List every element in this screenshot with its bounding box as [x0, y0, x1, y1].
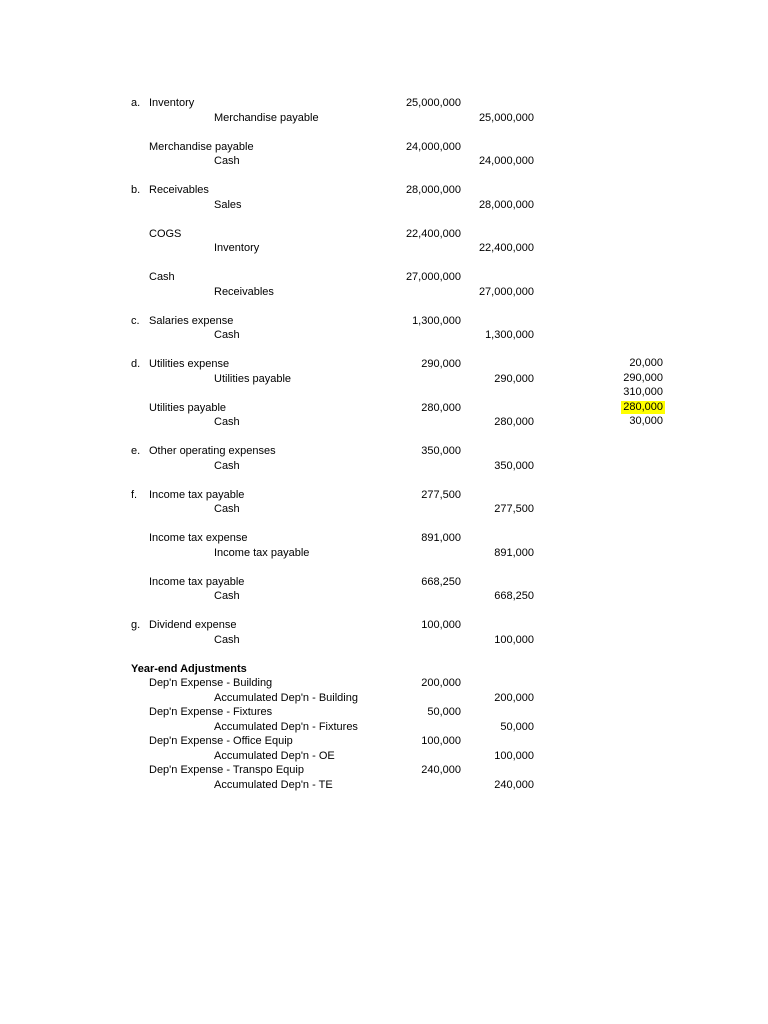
- account-name: Accumulated Dep'n - TE: [214, 778, 333, 791]
- account-name: Dep'n Expense - Office Equip: [149, 735, 293, 747]
- credit-amount: 891,000: [494, 546, 534, 559]
- side-calc-value: 290,000: [623, 371, 663, 384]
- debit-amount: 100,000: [421, 619, 461, 631]
- entry-letter: a.: [131, 97, 141, 109]
- entry-letter: g.: [131, 619, 141, 631]
- credit-amount: 50,000: [500, 720, 534, 733]
- credit-amount: 277,500: [494, 503, 534, 515]
- entry-letter: c.: [131, 314, 140, 327]
- credit-amount: 350,000: [494, 459, 534, 472]
- account-name: Income tax payable: [149, 488, 245, 501]
- credit-amount: 1,300,000: [485, 329, 534, 341]
- account-name: Accumulated Dep'n - Building: [214, 691, 358, 704]
- account-name: Inventory: [149, 97, 195, 109]
- credit-amount: 200,000: [494, 691, 534, 704]
- side-calc-value: 310,000: [623, 386, 663, 398]
- entry-letter: f.: [131, 488, 138, 501]
- account-name: COGS: [149, 227, 182, 240]
- account-name: Merchandise payable: [214, 111, 319, 124]
- debit-amount: 25,000,000: [405, 97, 461, 109]
- account-name: Accumulated Dep'n - Fixtures: [214, 720, 358, 733]
- account-name: Utilities payable: [149, 401, 227, 414]
- credit-amount: 25,000,000: [478, 111, 534, 124]
- debit-amount: 50,000: [427, 706, 461, 718]
- credit-amount: 28,000,000: [478, 198, 534, 211]
- account-name: Receivables: [214, 285, 274, 298]
- account-name: Cash: [149, 271, 175, 283]
- debit-amount: 668,250: [421, 575, 461, 588]
- account-name: Other operating expenses: [149, 445, 276, 457]
- account-name: Dep'n Expense - Building: [149, 677, 273, 689]
- account-name: Cash: [214, 329, 240, 341]
- credit-amount: 290,000: [494, 372, 534, 385]
- account-name: Cash: [214, 633, 240, 646]
- account-name: Sales: [214, 198, 242, 211]
- account-name: Receivables: [149, 184, 209, 196]
- credit-amount: 22,400,000: [478, 242, 534, 254]
- debit-amount: 200,000: [421, 677, 461, 689]
- account-name: Salaries expense: [149, 314, 234, 327]
- debit-amount: 280,000: [421, 401, 461, 414]
- credit-amount: 280,000: [494, 416, 534, 428]
- account-name: Cash: [214, 459, 240, 472]
- debit-amount: 350,000: [421, 445, 461, 457]
- entry-letter: e.: [131, 445, 141, 457]
- debit-amount: 28,000,000: [405, 184, 461, 196]
- debit-amount: 277,500: [421, 488, 461, 501]
- credit-amount: 240,000: [494, 778, 534, 791]
- credit-amount: 100,000: [494, 749, 534, 762]
- account-name: Dep'n Expense - Transpo Equip: [149, 764, 304, 776]
- debit-amount: 24,000,000: [405, 140, 461, 153]
- credit-amount: 100,000: [494, 633, 534, 646]
- account-name: Accumulated Dep'n - OE: [214, 749, 335, 762]
- entry-letter: d.: [131, 358, 141, 370]
- account-name: Dividend expense: [149, 619, 237, 631]
- debit-amount: 240,000: [421, 764, 461, 776]
- account-name: Cash: [214, 155, 240, 167]
- side-calc-value-highlighted: 280,000: [623, 400, 663, 413]
- account-name: Dep'n Expense - Fixtures: [149, 706, 273, 718]
- account-name: Income tax expense: [149, 532, 248, 544]
- credit-amount: 668,250: [494, 590, 534, 602]
- debit-amount: 891,000: [421, 532, 461, 544]
- account-name: Utilities payable: [214, 372, 292, 385]
- debit-amount: 27,000,000: [405, 271, 461, 283]
- account-name: Utilities expense: [149, 358, 230, 370]
- account-name: Cash: [214, 416, 240, 428]
- credit-amount: 24,000,000: [478, 155, 534, 167]
- debit-amount: 22,400,000: [405, 227, 461, 240]
- account-name: Cash: [214, 590, 240, 602]
- account-name: Income tax payable: [214, 546, 310, 559]
- account-name: Inventory: [214, 242, 260, 254]
- account-name: Income tax payable: [149, 575, 245, 588]
- side-calc-value: 20,000: [629, 357, 663, 369]
- debit-amount: 100,000: [421, 735, 461, 747]
- debit-amount: 290,000: [421, 358, 461, 370]
- debit-amount: 1,300,000: [412, 314, 461, 327]
- adjustments-heading: Year-end Adjustments: [131, 662, 247, 675]
- side-calc-value: 30,000: [629, 415, 663, 427]
- account-name: Merchandise payable: [149, 140, 254, 153]
- account-name: Cash: [214, 503, 240, 515]
- credit-amount: 27,000,000: [478, 285, 534, 298]
- entry-letter: b.: [131, 184, 141, 196]
